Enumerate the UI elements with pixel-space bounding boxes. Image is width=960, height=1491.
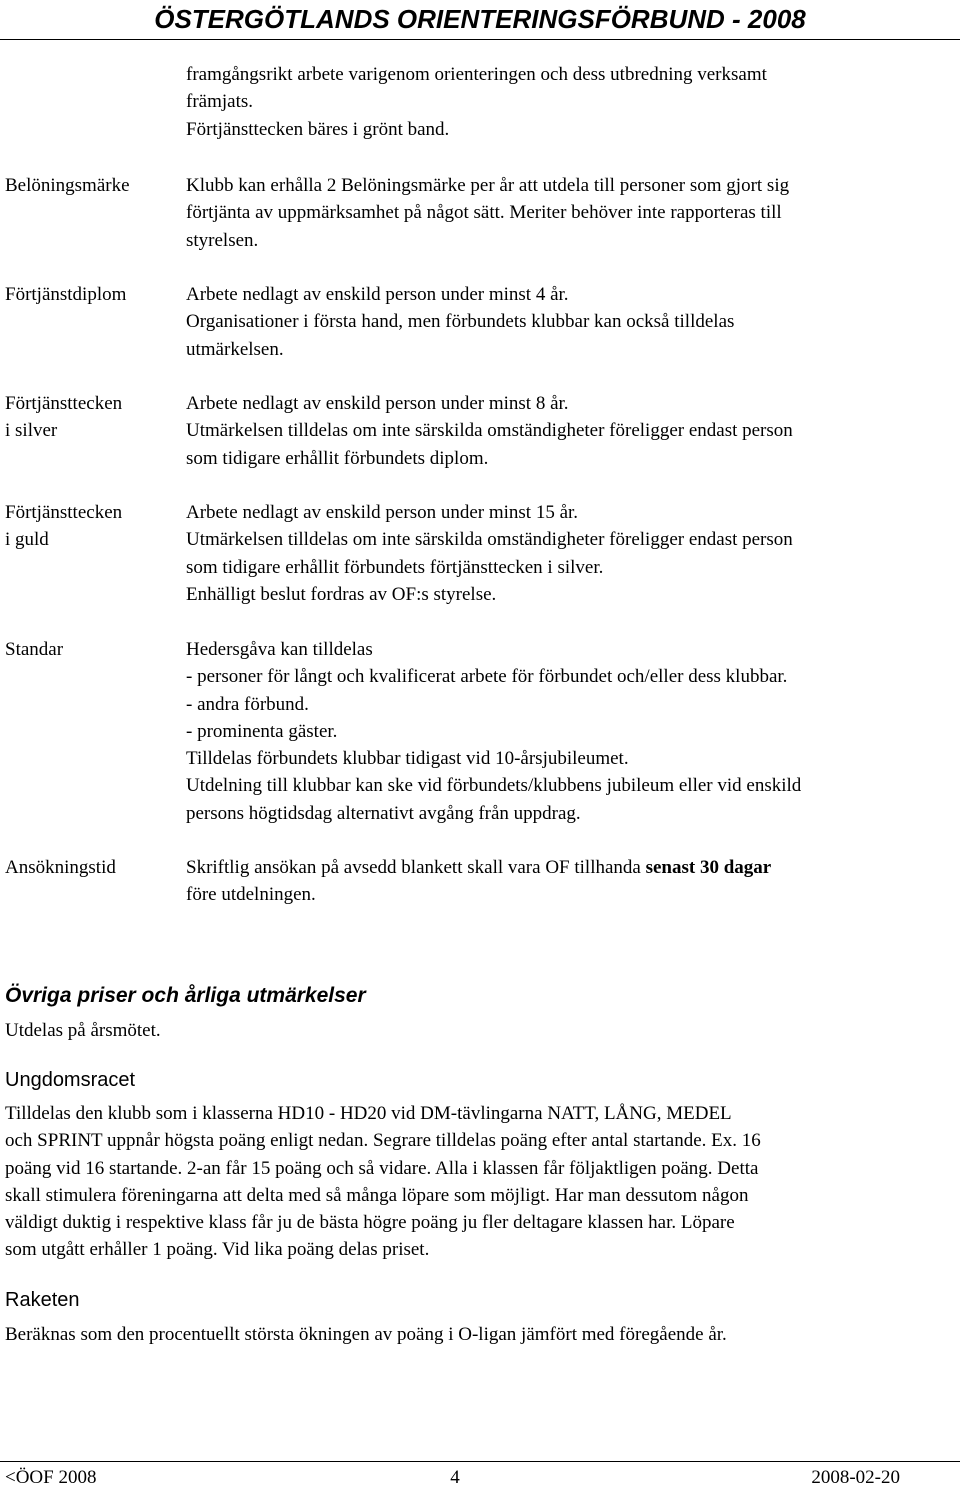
award-text-line: - andra förbund. (186, 693, 309, 715)
award-text-standar (186, 636, 956, 827)
intro-text (186, 61, 956, 143)
award-label-line: i silver (5, 420, 58, 442)
deadline-emphasis: senast 30 dagar (645, 857, 772, 878)
intro-line: främjats. (186, 91, 254, 113)
award-label-ansokningstid (5, 854, 180, 881)
section-title-ovriga: Övriga priser och årliga utmärkelser (5, 984, 366, 1007)
intro-line: Förtjänsttecken bäres i grönt band. (186, 118, 450, 140)
ansokningstid-text: Skriftlig ansökan på avsedd blankett skall vara OF tillhanda (186, 857, 646, 878)
award-text-line: Arbete nedlagt av enskild person under minst 4 år. (186, 284, 569, 305)
award-text-line: Hedersgåva kan tilldelas (186, 639, 373, 660)
award-text-line: Utmärkelsen tilldelas om inte särskilda omständigheter föreligger endast person (186, 529, 793, 551)
ansokningstid-line-1 (186, 854, 956, 881)
award-text-silver (186, 390, 956, 472)
ungdomsracet-line: som utgått erhåller 1 poäng. Vid lika poäng delas priset. (5, 1239, 430, 1261)
award-text-line: som tidigare erhållit förbundets förtjänsttecken i silver. (186, 556, 604, 578)
footer-rule (0, 1461, 960, 1462)
award-text-line: Klubb kan erhålla 2 Belöningsmärke per år att utdela till personer som gjort sig (186, 175, 790, 196)
award-label-standar (5, 636, 180, 663)
footer-page-number: 4 (450, 1467, 460, 1488)
award-text-fortjanstdiplom (186, 281, 956, 363)
award-text-line: Organisationer i första hand, men förbundets klubbar kan också tilldelas (186, 311, 735, 333)
award-label-silver (5, 390, 180, 445)
ungdomsracet-line: väldigt duktig i respektive klass får ju de bästa högre poäng ju fler deltagare klassen har. Löpare (5, 1212, 735, 1234)
raketen-text: Beräknas som den procentuellt största ökningen av poäng i O-ligan jämfört med föregående år. (5, 1324, 727, 1345)
award-text-line: Utmärkelsen tilldelas om inte särskilda omständigheter föreligger endast person (186, 420, 793, 442)
award-text-line: - personer för långt och kvalificerat arbete för förbundet och/eller dess klubbar. (186, 666, 788, 688)
award-text-line: Enhälligt beslut fordras av OF:s styrelse. (186, 583, 497, 605)
award-text-line: Utdelning till klubbar kan ske vid förbundets/klubbens jubileum eller vid enskild (186, 775, 802, 797)
award-text-line: förtjänta av uppmärksamhet på något sätt. Meriter behöver inte rapporteras till (186, 202, 782, 224)
award-text-line: Arbete nedlagt av enskild person under minst 15 år. (186, 502, 579, 523)
ansokningstid-line-2: före utdelningen. (186, 884, 316, 906)
ovriga-text: Utdelas på årsmötet. (5, 1020, 161, 1041)
ungdomsracet-line: Tilldelas den klubb som i klasserna HD10 - HD20 vid DM-tävlingarna NATT, LÅNG, MEDEL (5, 1103, 732, 1124)
award-label-line: i guld (5, 529, 49, 551)
ungdomsracet-line: och SPRINT uppnår högsta poäng enligt nedan. Segrare tilldelas poäng efter antal startande. Ex. 16 (5, 1130, 761, 1152)
award-text-line: - prominenta gäster. (186, 720, 338, 742)
section-title-raketen: Raketen (5, 1289, 80, 1311)
intro-line: framgångsrikt arbete varigenom orienteringen och dess utbredning verksamt (186, 64, 767, 85)
ungdomsracet-text (5, 1100, 955, 1264)
award-text-guld (186, 499, 956, 608)
ungdomsracet-line: skall stimulera föreningarna att delta med så många löpare som möjligt. Har man dessutom någon (5, 1184, 749, 1206)
award-label-beloningsmarke (5, 172, 180, 199)
award-text-ansokningstid (186, 854, 956, 909)
page-header-title: ÖSTERGÖTLANDS ORIENTERINGSFÖRBUND - 2008 (154, 4, 806, 34)
award-text-line: utmärkelsen. (186, 338, 284, 360)
award-label-guld (5, 499, 180, 554)
award-text-beloningsmarke (186, 172, 956, 254)
award-label-line: Förtjänsttecken (5, 502, 123, 523)
header-rule (0, 39, 960, 40)
award-label-line: Förtjänstdiplom (5, 284, 127, 305)
award-label-line: Förtjänsttecken (5, 393, 123, 414)
award-text-line: persons högtidsdag alternativt avgång från uppdrag. (186, 802, 581, 824)
award-label-line: Belöningsmärke (5, 175, 130, 196)
award-label-line: Ansökningstid (5, 857, 116, 878)
award-text-line: styrelsen. (186, 229, 259, 251)
award-text-line: Tilldelas förbundets klubbar tidigast vid 10-årsjubileumet. (186, 748, 629, 770)
footer-date: 2008-02-20 (811, 1467, 900, 1488)
footer-left: <ÖOF 2008 (5, 1467, 97, 1488)
award-text-line: Arbete nedlagt av enskild person under minst 8 år. (186, 393, 569, 414)
award-label-line: Standar (5, 639, 64, 660)
award-text-line: som tidigare erhållit förbundets diplom. (186, 447, 489, 469)
ungdomsracet-line: poäng vid 16 startande. 2-an får 15 poäng och så vidare. Alla i klassen får följaktligen poäng. Detta (5, 1157, 759, 1179)
section-title-ungdomsracet: Ungdomsracet (5, 1069, 136, 1091)
award-label-fortjanstdiplom (5, 281, 180, 308)
